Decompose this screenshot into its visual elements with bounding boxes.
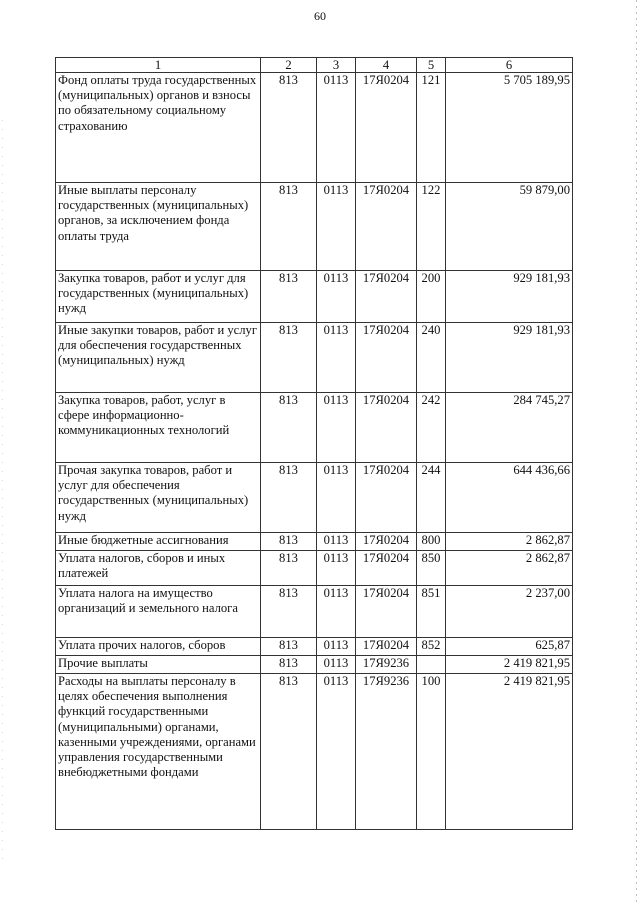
row-code-2: 813 — [261, 533, 317, 551]
row-name: Фонд оплаты труда государственных (муниципальных) органов и взносы по обязательному социальному страхованию — [56, 73, 261, 183]
row-code-3: 0113 — [317, 463, 356, 533]
row-name: Уплата налогов, сборов и иных платежей — [56, 551, 261, 586]
row-name: Закупка товаров, работ, услуг в сфере информационно-коммуникационных технологий — [56, 393, 261, 463]
budget-table — [55, 57, 573, 830]
row-code-4: 17Я9236 — [356, 656, 417, 674]
row-code-3: 0113 — [317, 323, 356, 393]
row-code-3: 0113 — [317, 393, 356, 463]
column-header: 1 — [56, 58, 261, 73]
column-header: 5 — [417, 58, 446, 73]
row-amount: 59 879,00 — [446, 183, 573, 271]
table-row — [56, 463, 573, 533]
row-amount: 2 237,00 — [446, 586, 573, 638]
row-code-5: 244 — [417, 463, 446, 533]
row-name: Уплата прочих налогов, сборов — [56, 638, 261, 656]
table-row — [56, 323, 573, 393]
row-code-4: 17Я0204 — [356, 323, 417, 393]
row-code-2: 813 — [261, 586, 317, 638]
row-amount: 929 181,93 — [446, 271, 573, 323]
table-row — [56, 674, 573, 830]
row-code-3: 0113 — [317, 551, 356, 586]
row-name: Закупка товаров, работ и услуг для государственных (муниципальных) нужд — [56, 271, 261, 323]
column-header: 6 — [446, 58, 573, 73]
row-code-3: 0113 — [317, 638, 356, 656]
table-row — [56, 551, 573, 586]
row-amount: 2 419 821,95 — [446, 674, 573, 830]
table-row — [56, 656, 573, 674]
table-row — [56, 586, 573, 638]
column-header: 3 — [317, 58, 356, 73]
row-code-4: 17Я0204 — [356, 551, 417, 586]
row-code-5: 100 — [417, 674, 446, 830]
row-amount: 5 705 189,95 — [446, 73, 573, 183]
scan-edge-left — [2, 120, 3, 860]
row-code-4: 17Я0204 — [356, 183, 417, 271]
row-code-2: 813 — [261, 674, 317, 830]
row-code-2: 813 — [261, 393, 317, 463]
page-number: 60 — [314, 9, 326, 23]
table-row — [56, 271, 573, 323]
scan-edge-right — [636, 0, 637, 905]
row-code-2: 813 — [261, 551, 317, 586]
row-name: Прочая закупка товаров, работ и услуг для обеспечения государственных (муниципальных) нужд — [56, 463, 261, 533]
row-code-2: 813 — [261, 656, 317, 674]
row-code-3: 0113 — [317, 674, 356, 830]
row-code-3: 0113 — [317, 271, 356, 323]
row-code-4: 17Я0204 — [356, 638, 417, 656]
row-code-3: 0113 — [317, 73, 356, 183]
row-code-5 — [417, 656, 446, 674]
row-code-2: 813 — [261, 323, 317, 393]
table-row — [56, 73, 573, 183]
row-code-5: 122 — [417, 183, 446, 271]
table-row — [56, 533, 573, 551]
row-name: Иные выплаты персоналу государственных (муниципальных) органов, за исключением фонда оплаты труда — [56, 183, 261, 271]
row-code-3: 0113 — [317, 533, 356, 551]
row-code-2: 813 — [261, 638, 317, 656]
table-row — [56, 393, 573, 463]
row-code-5: 850 — [417, 551, 446, 586]
row-code-4: 17Я9236 — [356, 674, 417, 830]
row-code-4: 17Я0204 — [356, 73, 417, 183]
row-code-3: 0113 — [317, 183, 356, 271]
header-row — [56, 58, 573, 73]
row-code-4: 17Я0204 — [356, 393, 417, 463]
row-name: Иные закупки товаров, работ и услуг для обеспечения государственных (муниципальных) нужд — [56, 323, 261, 393]
row-name: Прочие выплаты — [56, 656, 261, 674]
row-code-4: 17Я0204 — [356, 463, 417, 533]
column-header: 4 — [356, 58, 417, 73]
row-code-3: 0113 — [317, 586, 356, 638]
row-code-5: 852 — [417, 638, 446, 656]
table-row — [56, 183, 573, 271]
row-code-2: 813 — [261, 73, 317, 183]
row-name: Иные бюджетные ассигнования — [56, 533, 261, 551]
row-amount: 2 419 821,95 — [446, 656, 573, 674]
table-row — [56, 638, 573, 656]
row-code-4: 17Я0204 — [356, 533, 417, 551]
table-body — [56, 73, 573, 830]
row-code-2: 813 — [261, 183, 317, 271]
column-header: 2 — [261, 58, 317, 73]
row-amount: 644 436,66 — [446, 463, 573, 533]
row-amount: 2 862,87 — [446, 533, 573, 551]
row-code-5: 800 — [417, 533, 446, 551]
row-amount: 284 745,27 — [446, 393, 573, 463]
row-code-2: 813 — [261, 271, 317, 323]
row-code-4: 17Я0204 — [356, 271, 417, 323]
row-code-3: 0113 — [317, 656, 356, 674]
row-name: Расходы на выплаты персоналу в целях обеспечения выполнения функций государственными (муниципальными) органами, казенными учреждениями, органами управления государственными внебюджетными фондами — [56, 674, 261, 830]
row-code-5: 121 — [417, 73, 446, 183]
row-code-5: 242 — [417, 393, 446, 463]
row-amount: 2 862,87 — [446, 551, 573, 586]
row-amount: 929 181,93 — [446, 323, 573, 393]
row-code-4: 17Я0204 — [356, 586, 417, 638]
row-amount: 625,87 — [446, 638, 573, 656]
row-code-5: 200 — [417, 271, 446, 323]
row-code-5: 851 — [417, 586, 446, 638]
row-name: Уплата налога на имущество организаций и земельного налога — [56, 586, 261, 638]
row-code-5: 240 — [417, 323, 446, 393]
row-code-2: 813 — [261, 463, 317, 533]
